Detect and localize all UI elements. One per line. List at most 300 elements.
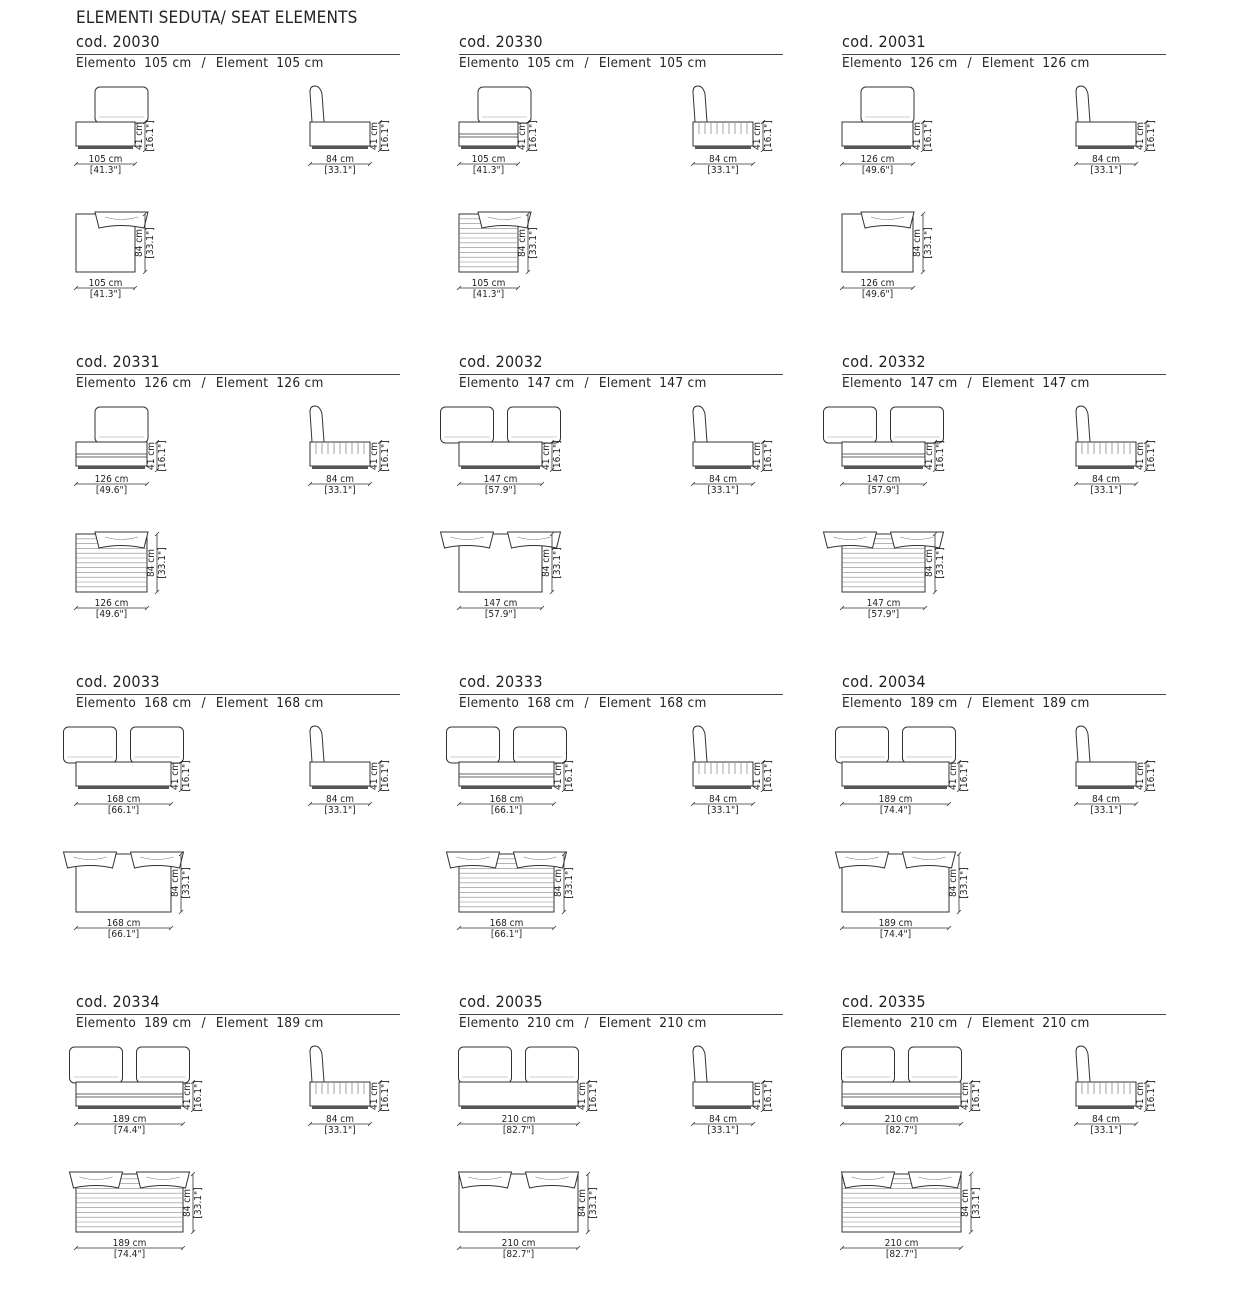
- plinth: [844, 1106, 959, 1109]
- element-drawings: [766, 320, 1166, 630]
- width-inch-label: [74.4"]: [113, 1249, 146, 1260]
- top-view: [836, 852, 971, 940]
- width-label: 147 cm: [866, 598, 901, 609]
- dim-inch-label: [16.1"]: [380, 440, 391, 472]
- dim-inch-label: [16.1"]: [959, 760, 970, 792]
- width-inch-label: [49.6"]: [861, 165, 894, 176]
- dim-inch-label: [33.1"]: [971, 1187, 982, 1219]
- separator-slash: /: [584, 695, 589, 711]
- dim-inch-label: [33.1"]: [588, 1187, 599, 1219]
- side-seat: [310, 122, 370, 146]
- dim-cm-label: 41 cm: [752, 1081, 763, 1111]
- width-label: 84 cm: [708, 794, 738, 805]
- dim-cm-label: 41 cm: [924, 441, 935, 471]
- element-code: cod. 20034: [842, 672, 926, 691]
- width-inch-label: [41.3"]: [89, 289, 122, 300]
- separator-slash: /: [584, 55, 589, 71]
- dim-inch-label: [16.1"]: [181, 760, 192, 792]
- side-view: [691, 86, 774, 176]
- top-view: [457, 1172, 599, 1260]
- side-view: [1074, 86, 1157, 176]
- width-inch-label: [57.9"]: [867, 485, 900, 496]
- top-cushion: [903, 852, 956, 868]
- dim-cm-label: 84 cm: [146, 548, 157, 578]
- element-20334: [76, 992, 400, 1308]
- plinth: [461, 786, 552, 789]
- front-view: [824, 407, 947, 496]
- element-code: cod. 20035: [459, 992, 543, 1011]
- dim-inch-label: [16.1"]: [971, 1080, 982, 1112]
- element-20031: [842, 32, 1166, 348]
- width-inch-label: [41.3"]: [472, 165, 505, 176]
- label-en: Element: [981, 55, 1035, 71]
- plinth: [844, 146, 911, 149]
- dim-inch-label: [16.1"]: [923, 120, 934, 152]
- back-cushion: [909, 1047, 962, 1083]
- element-code: cod. 20030: [76, 32, 160, 51]
- width-inch-label: [82.7"]: [502, 1125, 535, 1136]
- width-label: 210 cm: [884, 1238, 919, 1249]
- side-view: [308, 726, 391, 816]
- width-inch-label: [66.1"]: [107, 929, 140, 940]
- dim-cm-label: 84 cm: [924, 548, 935, 578]
- dim-cm-label: 41 cm: [752, 441, 763, 471]
- width-inch-label: [74.4"]: [879, 805, 912, 816]
- dim-inch-label: [16.1"]: [145, 120, 156, 152]
- side-back-cushion: [693, 1046, 707, 1082]
- top-cushion: [909, 1172, 962, 1188]
- element-drawings: [766, 640, 1166, 950]
- side-view: [1074, 1046, 1157, 1136]
- dim-inch-label: [16.1"]: [157, 440, 168, 472]
- back-cushion: [131, 727, 184, 763]
- label-it: Elemento: [459, 695, 520, 711]
- width-it: 147 cm: [910, 375, 958, 391]
- width-label: 168 cm: [106, 918, 141, 929]
- element-drawings: [0, 960, 400, 1270]
- dim-cm-label: 41 cm: [553, 761, 564, 791]
- dim-cm-label: 41 cm: [1135, 441, 1146, 471]
- width-en: 105 cm: [659, 55, 707, 71]
- top-cushion: [861, 212, 914, 228]
- width-it: 126 cm: [910, 55, 958, 71]
- width-inch-label: [33.1"]: [1090, 165, 1122, 176]
- dim-cm-label: 41 cm: [517, 121, 528, 151]
- dim-cm-label: 41 cm: [1135, 1081, 1146, 1111]
- page-title: ELEMENTI SEDUTA/ SEAT ELEMENTS: [76, 8, 358, 28]
- top-view: [457, 212, 539, 300]
- dim-inch-label: [33.1"]: [923, 227, 934, 259]
- element-drawings: [766, 960, 1166, 1270]
- dim-cm-label: 84 cm: [553, 868, 564, 898]
- dim-cm-label: 41 cm: [369, 761, 380, 791]
- width-label: 84 cm: [325, 794, 355, 805]
- width-label: 84 cm: [708, 474, 738, 485]
- dim-cm-label: 84 cm: [948, 868, 959, 898]
- side-back-cushion: [693, 726, 707, 762]
- side-seat: [1076, 122, 1136, 146]
- back-cushion: [441, 407, 494, 443]
- plinth: [461, 146, 516, 149]
- dim-cm-label: 84 cm: [912, 228, 923, 258]
- dim-cm-label: 41 cm: [182, 1081, 193, 1111]
- top-cushion: [824, 532, 877, 548]
- width-en: 189 cm: [1042, 695, 1090, 711]
- dim-inch-label: [16.1"]: [380, 1080, 391, 1112]
- side-view: [691, 406, 774, 496]
- width-inch-label: [57.9"]: [484, 485, 517, 496]
- dim-cm-label: 41 cm: [960, 1081, 971, 1111]
- side-view: [308, 406, 391, 496]
- top-view: [74, 532, 168, 620]
- top-cushion: [70, 1172, 123, 1188]
- width-inch-label: [33.1"]: [324, 805, 356, 816]
- front-view: [74, 407, 168, 496]
- top-view: [74, 212, 156, 300]
- label-it: Elemento: [76, 55, 137, 71]
- dim-cm-label: 41 cm: [541, 441, 552, 471]
- width-inch-label: [74.4"]: [879, 929, 912, 940]
- element-code: cod. 20032: [459, 352, 543, 371]
- dim-inch-label: [16.1"]: [528, 120, 539, 152]
- label-en: Element: [215, 55, 269, 71]
- width-inch-label: [49.6"]: [95, 485, 128, 496]
- side-view: [1074, 726, 1157, 816]
- dim-cm-label: 41 cm: [912, 121, 923, 151]
- plinth: [461, 466, 540, 469]
- side-back-cushion: [310, 406, 324, 442]
- dim-inch-label: [33.1"]: [552, 547, 563, 579]
- element-20331: [76, 352, 400, 668]
- dim-cm-label: 41 cm: [752, 761, 763, 791]
- element-code: cod. 20330: [459, 32, 543, 51]
- width-label: 189 cm: [112, 1238, 147, 1249]
- front-view: [441, 407, 564, 496]
- dim-cm-label: 84 cm: [517, 228, 528, 258]
- width-label: 84 cm: [708, 154, 738, 165]
- width-label: 84 cm: [708, 1114, 738, 1125]
- dim-inch-label: [33.1"]: [528, 227, 539, 259]
- dim-cm-label: 84 cm: [182, 1188, 193, 1218]
- width-inch-label: [41.3"]: [472, 289, 505, 300]
- width-inch-label: [82.7"]: [885, 1249, 918, 1260]
- top-cushion: [526, 1172, 579, 1188]
- top-cushion: [131, 852, 184, 868]
- plinth: [78, 786, 169, 789]
- label-it: Elemento: [842, 55, 903, 71]
- width-label: 189 cm: [112, 1114, 147, 1125]
- top-cushion: [64, 852, 117, 868]
- front-view: [64, 727, 193, 816]
- element-drawings: [383, 960, 783, 1270]
- width-inch-label: [33.1"]: [1090, 805, 1122, 816]
- element-20035: [459, 992, 783, 1308]
- width-it: 168 cm: [527, 695, 575, 711]
- front-view: [457, 87, 539, 176]
- width-label: 210 cm: [884, 1114, 919, 1125]
- dim-inch-label: [33.1"]: [145, 227, 156, 259]
- width-it: 210 cm: [527, 1015, 575, 1031]
- width-label: 84 cm: [325, 154, 355, 165]
- back-cushion: [137, 1047, 190, 1083]
- top-view: [70, 1172, 205, 1260]
- dim-cm-label: 84 cm: [960, 1188, 971, 1218]
- width-it: 189 cm: [144, 1015, 192, 1031]
- seat-base: [459, 1082, 578, 1106]
- separator-slash: /: [201, 1015, 206, 1031]
- side-back-cushion: [310, 1046, 324, 1082]
- width-inch-label: [33.1"]: [707, 1125, 739, 1136]
- width-it: 105 cm: [527, 55, 575, 71]
- label-it: Elemento: [842, 1015, 903, 1031]
- width-inch-label: [33.1"]: [1090, 485, 1122, 496]
- side-view: [691, 1046, 774, 1136]
- width-inch-label: [66.1"]: [490, 929, 523, 940]
- back-cushion: [447, 727, 500, 763]
- dim-inch-label: [16.1"]: [763, 760, 774, 792]
- width-label: 147 cm: [866, 474, 901, 485]
- label-it: Elemento: [459, 55, 520, 71]
- separator-slash: /: [967, 695, 972, 711]
- dim-inch-label: [16.1"]: [1146, 440, 1157, 472]
- width-en: 147 cm: [1042, 375, 1090, 391]
- dim-cm-label: 84 cm: [541, 548, 552, 578]
- element-20030: [76, 32, 400, 348]
- dim-inch-label: [16.1"]: [763, 1080, 774, 1112]
- width-it: 105 cm: [144, 55, 192, 71]
- width-label: 168 cm: [489, 918, 524, 929]
- side-view: [308, 86, 391, 176]
- width-label: 84 cm: [1091, 794, 1121, 805]
- label-en: Element: [215, 695, 269, 711]
- width-it: 168 cm: [144, 695, 192, 711]
- width-label: 126 cm: [94, 598, 129, 609]
- width-label: 126 cm: [860, 154, 895, 165]
- width-inch-label: [49.6"]: [861, 289, 894, 300]
- dim-cm-label: 84 cm: [134, 228, 145, 258]
- front-view: [840, 87, 934, 176]
- top-view: [447, 852, 576, 940]
- width-label: 105 cm: [471, 278, 506, 289]
- dim-inch-label: [33.1"]: [181, 867, 192, 899]
- side-seat: [1076, 762, 1136, 786]
- label-it: Elemento: [76, 1015, 137, 1031]
- plinth: [78, 1106, 181, 1109]
- top-view: [64, 852, 193, 940]
- dim-cm-label: 41 cm: [752, 121, 763, 151]
- plinth: [78, 146, 133, 149]
- back-cushion: [526, 1047, 579, 1083]
- width-label: 147 cm: [483, 474, 518, 485]
- dim-inch-label: [16.1"]: [1146, 1080, 1157, 1112]
- width-label: 210 cm: [501, 1238, 536, 1249]
- width-en: 168 cm: [659, 695, 707, 711]
- width-inch-label: [82.7"]: [502, 1249, 535, 1260]
- dim-inch-label: [33.1"]: [959, 867, 970, 899]
- side-back-cushion: [1076, 1046, 1090, 1082]
- element-20034: [842, 672, 1166, 988]
- width-label: 126 cm: [860, 278, 895, 289]
- dim-cm-label: 41 cm: [369, 121, 380, 151]
- element-code: cod. 20335: [842, 992, 926, 1011]
- width-inch-label: [57.9"]: [867, 609, 900, 620]
- width-label: 126 cm: [94, 474, 129, 485]
- top-cushion: [459, 1172, 512, 1188]
- top-cushion: [137, 1172, 190, 1188]
- back-cushion: [95, 87, 148, 123]
- label-it: Elemento: [459, 1015, 520, 1031]
- back-cushion: [836, 727, 889, 763]
- width-label: 105 cm: [88, 154, 123, 165]
- top-view: [824, 532, 947, 620]
- element-code: cod. 20334: [76, 992, 160, 1011]
- side-back-cushion: [693, 86, 707, 122]
- plinth: [844, 466, 923, 469]
- width-inch-label: [33.1"]: [707, 165, 739, 176]
- width-inch-label: [33.1"]: [324, 1125, 356, 1136]
- back-cushion: [64, 727, 117, 763]
- dim-inch-label: [16.1"]: [1146, 760, 1157, 792]
- back-cushion: [842, 1047, 895, 1083]
- top-view: [441, 532, 564, 620]
- dim-cm-label: 41 cm: [1135, 761, 1146, 791]
- width-label: 105 cm: [471, 154, 506, 165]
- width-en: 168 cm: [276, 695, 324, 711]
- element-20330: [459, 32, 783, 348]
- separator-slash: /: [967, 55, 972, 71]
- seat-base: [76, 122, 135, 146]
- label-en: Element: [215, 375, 269, 391]
- width-en: 147 cm: [659, 375, 707, 391]
- label-it: Elemento: [842, 695, 903, 711]
- width-label: 147 cm: [483, 598, 518, 609]
- back-cushion: [95, 407, 148, 443]
- dim-cm-label: 41 cm: [134, 121, 145, 151]
- dim-inch-label: [16.1"]: [935, 440, 946, 472]
- dim-inch-label: [16.1"]: [763, 120, 774, 152]
- dim-inch-label: [16.1"]: [763, 440, 774, 472]
- element-drawings: [766, 0, 1166, 310]
- side-back-cushion: [1076, 726, 1090, 762]
- width-label: 189 cm: [878, 918, 913, 929]
- width-label: 84 cm: [325, 1114, 355, 1125]
- label-en: Element: [215, 1015, 269, 1031]
- side-view: [308, 1046, 391, 1136]
- dim-cm-label: 84 cm: [170, 868, 181, 898]
- width-inch-label: [82.7"]: [885, 1125, 918, 1136]
- separator-slash: /: [584, 375, 589, 391]
- back-cushion: [508, 407, 561, 443]
- side-back-cushion: [1076, 406, 1090, 442]
- width-inch-label: [49.6"]: [95, 609, 128, 620]
- separator-slash: /: [967, 1015, 972, 1031]
- front-view: [447, 727, 576, 816]
- plinth: [844, 786, 947, 789]
- width-en: 126 cm: [276, 375, 324, 391]
- width-inch-label: [57.9"]: [484, 609, 517, 620]
- width-label: 84 cm: [1091, 1114, 1121, 1125]
- back-cushion: [824, 407, 877, 443]
- back-cushion: [459, 1047, 512, 1083]
- element-drawings: [0, 320, 400, 630]
- element-code: cod. 20333: [459, 672, 543, 691]
- top-cushion: [842, 1172, 895, 1188]
- element-code: cod. 20332: [842, 352, 926, 371]
- width-inch-label: [66.1"]: [490, 805, 523, 816]
- label-en: Element: [598, 695, 652, 711]
- dim-inch-label: [16.1"]: [564, 760, 575, 792]
- label-en: Element: [598, 1015, 652, 1031]
- dim-inch-label: [33.1"]: [564, 867, 575, 899]
- label-en: Element: [598, 55, 652, 71]
- width-inch-label: [33.1"]: [707, 485, 739, 496]
- separator-slash: /: [201, 55, 206, 71]
- label-en: Element: [981, 1015, 1035, 1031]
- dim-cm-label: 41 cm: [369, 1081, 380, 1111]
- dim-cm-label: 41 cm: [369, 441, 380, 471]
- dim-cm-label: 41 cm: [948, 761, 959, 791]
- separator-slash: /: [584, 1015, 589, 1031]
- width-label: 84 cm: [325, 474, 355, 485]
- width-it: 210 cm: [910, 1015, 958, 1031]
- element-drawings: [0, 0, 400, 310]
- front-view: [74, 87, 156, 176]
- separator-slash: /: [967, 375, 972, 391]
- back-cushion: [903, 727, 956, 763]
- dim-inch-label: [33.1"]: [157, 547, 168, 579]
- label-it: Elemento: [842, 375, 903, 391]
- top-cushion: [95, 212, 148, 228]
- width-label: 168 cm: [106, 794, 141, 805]
- label-en: Element: [981, 375, 1035, 391]
- label-en: Element: [981, 695, 1035, 711]
- top-view: [840, 1172, 982, 1260]
- width-inch-label: [41.3"]: [89, 165, 122, 176]
- separator-slash: /: [201, 695, 206, 711]
- side-seat: [310, 762, 370, 786]
- element-code: cod. 20033: [76, 672, 160, 691]
- top-cushion: [836, 852, 889, 868]
- width-inch-label: [33.1"]: [707, 805, 739, 816]
- front-view: [836, 727, 971, 816]
- dim-inch-label: [33.1"]: [935, 547, 946, 579]
- width-it: 189 cm: [910, 695, 958, 711]
- element-drawings: [383, 320, 783, 630]
- width-label: 210 cm: [501, 1114, 536, 1125]
- side-back-cushion: [310, 86, 324, 122]
- width-inch-label: [33.1"]: [324, 485, 356, 496]
- side-back-cushion: [310, 726, 324, 762]
- width-it: 126 cm: [144, 375, 192, 391]
- width-en: 126 cm: [1042, 55, 1090, 71]
- seat-base: [76, 762, 171, 786]
- dim-inch-label: [16.1"]: [193, 1080, 204, 1112]
- back-cushion: [861, 87, 914, 123]
- back-cushion: [70, 1047, 123, 1083]
- back-cushion: [478, 87, 531, 123]
- side-back-cushion: [1076, 86, 1090, 122]
- top-cushion: [891, 532, 944, 548]
- dim-cm-label: 41 cm: [170, 761, 181, 791]
- top-cushion: [478, 212, 531, 228]
- dim-inch-label: [33.1"]: [193, 1187, 204, 1219]
- dim-cm-label: 84 cm: [577, 1188, 588, 1218]
- side-seat: [693, 442, 753, 466]
- label-en: Element: [598, 375, 652, 391]
- width-inch-label: [33.1"]: [1090, 1125, 1122, 1136]
- dim-inch-label: [16.1"]: [380, 120, 391, 152]
- dim-inch-label: [16.1"]: [552, 440, 563, 472]
